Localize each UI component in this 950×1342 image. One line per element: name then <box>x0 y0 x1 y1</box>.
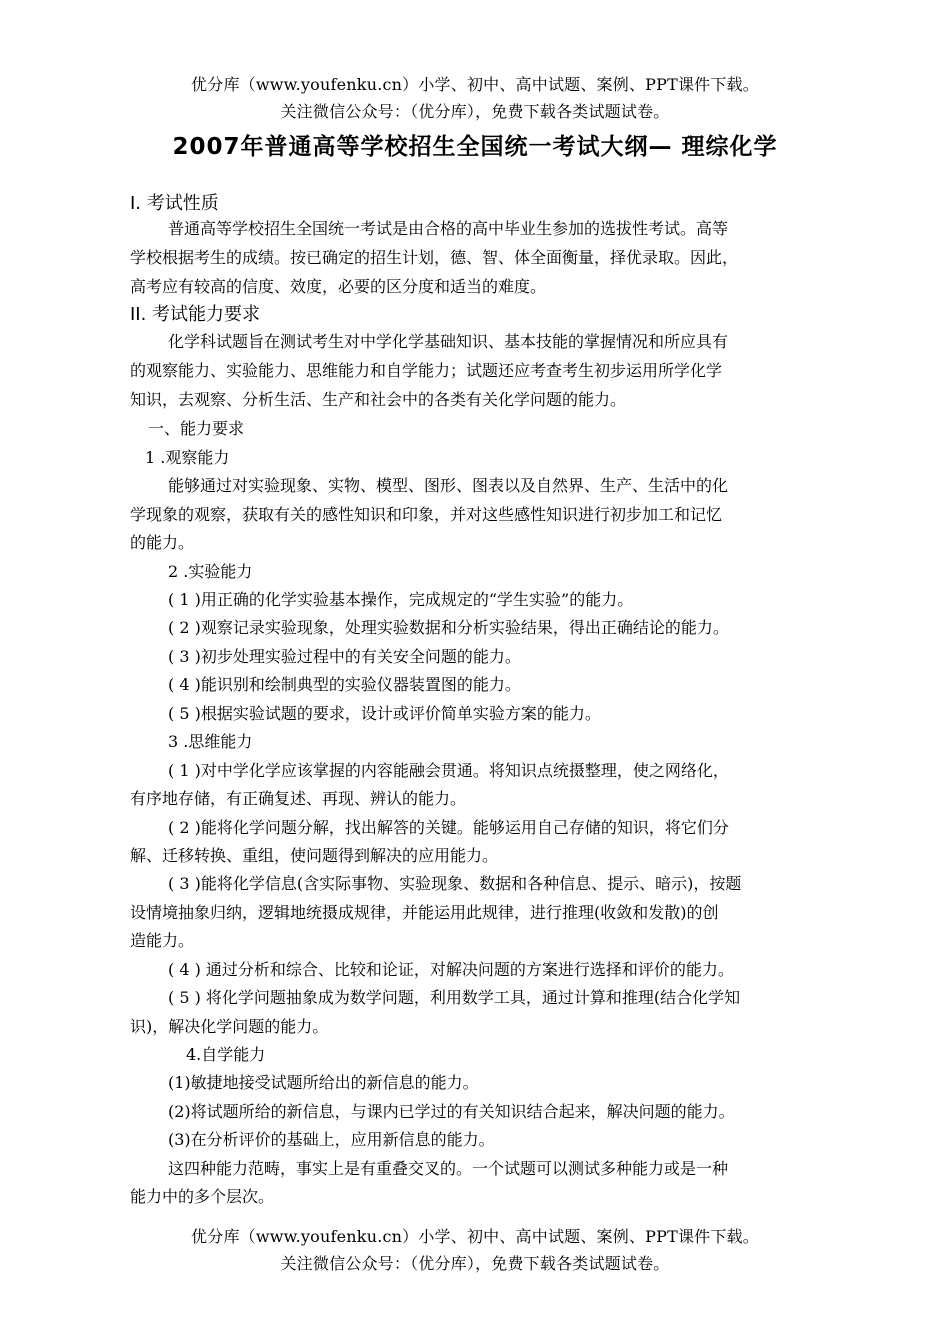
list-item: ( 5 )根据实验试题的要求，设计或评价简单实验方案的能力。 <box>168 704 601 723</box>
paragraph-line: 能够通过对实验现象、实物、模型、图形、图表以及自然界、生产、生活中的化 <box>168 476 729 495</box>
subheading: 2 .实验能力 <box>168 562 253 581</box>
paragraph-line: 的能力。 <box>130 533 195 552</box>
subheading: 一、能力要求 <box>148 419 245 438</box>
list-item: ( 5 ) 将化学问题抽象成为数学问题，利用数学工具，通过计算和推理(结合化学知 <box>168 988 741 1007</box>
header-line-2: 关注微信公众号：（优分库），免费下载各类试题试卷。 <box>280 102 670 121</box>
paragraph-line: 造能力。 <box>130 931 195 950</box>
section-heading-1: I. 考试性质 <box>130 193 219 214</box>
subheading: 4.自学能力 <box>186 1045 266 1064</box>
footer-line-1: 优分库（www.youfenku.cn）小学、初中、高中试题、案例、PPT课件下载。 <box>191 1227 759 1246</box>
list-item: ( 2 )观察记录实验现象，处理实验数据和分析实验结果，得出正确结论的能力。 <box>168 618 729 637</box>
footer-line-2: 关注微信公众号：（优分库），免费下载各类试题试卷。 <box>280 1254 670 1273</box>
subheading: 1 .观察能力 <box>145 448 230 467</box>
list-item: (3)在分析评价的基础上，应用新信息的能力。 <box>168 1130 495 1149</box>
list-item: ( 4 ) 通过分析和综合、比较和论证，对解决问题的方案进行选择和评价的能力。 <box>168 960 734 979</box>
list-item: ( 3 )能将化学信息(含实际事物、实验现象、数据和各种信息、提示、暗示)，按题 <box>168 874 742 893</box>
section-heading-2: II. 考试能力要求 <box>130 304 261 325</box>
paragraph-line: 学现象的观察，获取有关的感性知识和印象，并对这些感性知识进行初步加工和记忆 <box>130 505 723 524</box>
paragraph-line: 知识，去观察、分析生活、生产和社会中的各类有关化学问题的能力。 <box>130 390 627 409</box>
list-item: ( 4 )能识别和绘制典型的实验仪器装置图的能力。 <box>168 675 521 694</box>
paragraph-line: 高考应有较高的信度、效度，必要的区分度和适当的难度。 <box>130 277 547 296</box>
paragraph-line: 识)，解决化学问题的能力。 <box>130 1017 329 1036</box>
list-item: ( 1 )对中学化学应该掌握的内容能融会贯通。将知识点统摄整理，使之网络化， <box>168 761 729 780</box>
paragraph-line: 化学科试题旨在测试考生对中学化学基础知识、基本技能的掌握情况和所应具有 <box>168 332 729 351</box>
paragraph-line: 能力中的多个层次。 <box>130 1187 275 1206</box>
paragraph-line: 的观察能力、实验能力、思维能力和自学能力；试题还应考查考生初步运用所学化学 <box>130 361 723 380</box>
list-item: ( 1 )用正确的化学实验基本操作，完成规定的“学生实验”的能力。 <box>168 590 634 609</box>
paragraph-line: 有序地存储，有正确复述、再现、辨认的能力。 <box>130 789 467 808</box>
list-item: ( 2 )能将化学问题分解，找出解答的关键。能够运用自己存储的知识，将它们分 <box>168 818 729 837</box>
paragraph-line: 普通高等学校招生全国统一考试是由合格的高中毕业生参加的选拔性考试。高等 <box>168 219 729 238</box>
list-item: ( 3 )初步处理实验过程中的有关安全问题的能力。 <box>168 647 521 666</box>
paragraph-line: 解、迁移转换、重组，使问题得到解决的应用能力。 <box>130 846 499 865</box>
subheading: 3 .思维能力 <box>168 732 253 751</box>
header-line-1: 优分库（www.youfenku.cn）小学、初中、高中试题、案例、PPT课件下载。 <box>191 75 759 94</box>
list-item: (1)敏捷地接受试题所给出的新信息的能力。 <box>168 1073 479 1092</box>
paragraph-line: 设情境抽象归纳，逻辑地统摄成规律，并能运用此规律，进行推理(收敛和发散)的创 <box>130 903 719 922</box>
paragraph-line: 学校根据考生的成绩。按已确定的招生计划，德、智、体全面衡量，择优录取。因此， <box>130 248 739 267</box>
list-item: (2)将试题所给的新信息，与课内已学过的有关知识结合起来，解决问题的能力。 <box>168 1102 735 1121</box>
document-title: 2007年普通高等学校招生全国统一考试大纲— 理综化学 <box>172 134 778 160</box>
paragraph-line: 这四种能力范畴，事实上是有重叠交叉的。一个试题可以测试多种能力或是一种 <box>168 1159 729 1178</box>
